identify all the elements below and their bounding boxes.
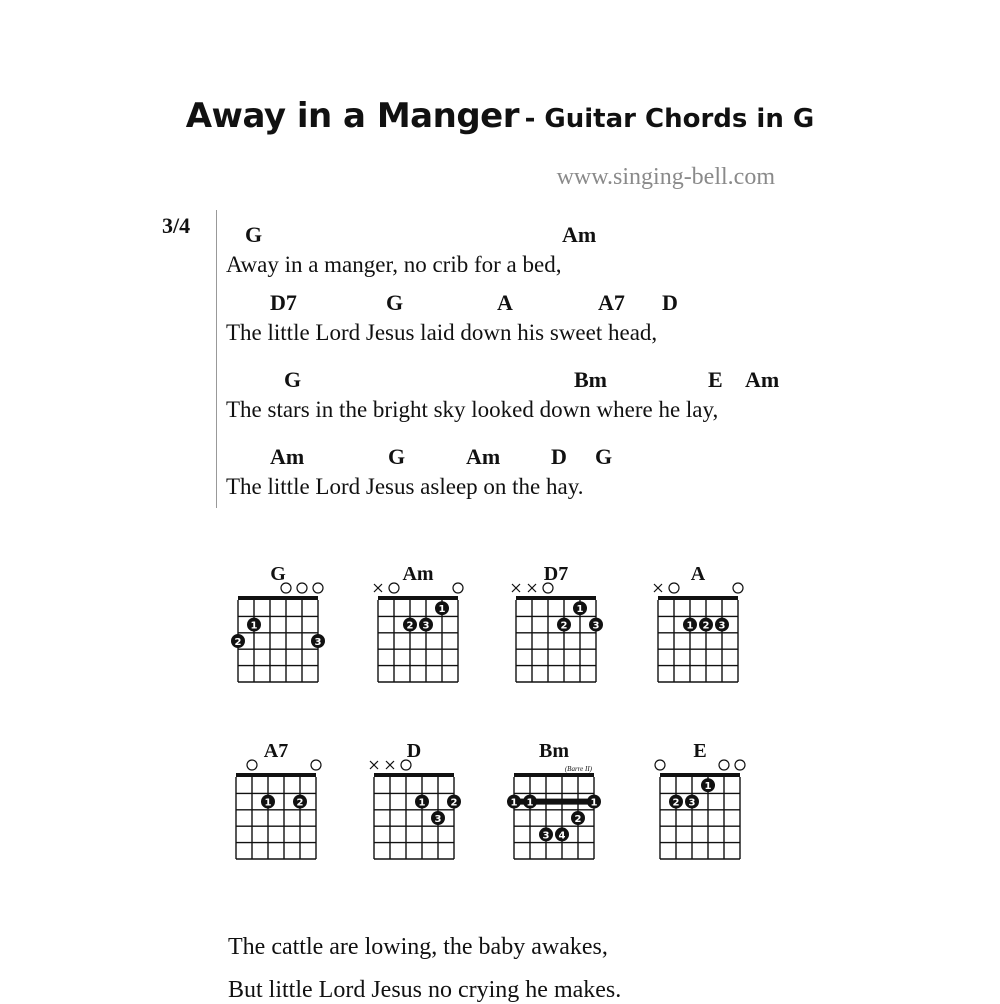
open-string-marker — [297, 583, 307, 593]
finger-number: 2 — [672, 797, 680, 809]
chord-label: G — [388, 444, 406, 469]
fretboard-nut — [658, 596, 738, 600]
finger-number: 1 — [418, 797, 426, 809]
chord-diagram-name: A7 — [263, 740, 289, 762]
finger-number: 3 — [688, 797, 696, 809]
fretboard-nut — [236, 773, 316, 777]
finger-number: 1 — [250, 620, 258, 632]
lyric-line: The cattle are lowing, the baby awakes, — [228, 934, 608, 960]
chord-label: Am — [745, 367, 780, 392]
chord-label: A7 — [598, 290, 625, 315]
finger-number: 2 — [702, 620, 710, 632]
lyric-line: The little Lord Jesus asleep on the hay. — [226, 474, 584, 499]
chord-label: Bm — [574, 367, 607, 392]
finger-number: 4 — [558, 830, 566, 842]
fretboard-nut — [516, 596, 596, 600]
fretboard-nut — [378, 596, 458, 600]
finger-number: 3 — [434, 814, 442, 825]
finger-number: 1 — [590, 797, 598, 809]
finger-number: 3 — [314, 637, 322, 648]
finger-number: 2 — [450, 797, 458, 809]
fretboard-nut — [238, 596, 318, 600]
chord-diagram-name: D — [406, 740, 422, 762]
finger-number: 1 — [576, 604, 584, 616]
finger-number: 1 — [510, 797, 518, 809]
lyric-line: The stars in the bright sky looked down where he lay, — [226, 397, 719, 422]
chord-label: D — [551, 444, 567, 469]
chord-label: E — [708, 367, 723, 392]
finger-number: 3 — [542, 830, 550, 842]
finger-number: 2 — [296, 797, 304, 809]
chord-label: G — [245, 222, 263, 247]
chord-label: D — [662, 290, 678, 315]
open-string-marker — [313, 583, 323, 593]
open-string-marker — [735, 760, 745, 770]
open-string-marker — [389, 583, 399, 593]
lyric-line: Away in a manger, no crib for a bed, — [226, 252, 562, 277]
time-signature: 3/4 — [162, 213, 191, 238]
lyric-line: But little Lord Jesus no crying he makes. — [228, 977, 622, 1003]
finger-number: 2 — [406, 620, 414, 632]
title-main: Away in a Manger — [185, 96, 519, 136]
chord-label: D7 — [270, 290, 297, 315]
finger-number: 3 — [422, 620, 430, 632]
open-string-marker — [311, 760, 321, 770]
open-string-marker — [247, 760, 257, 770]
lyric-line: The little Lord Jesus laid down his sweet head, — [226, 320, 658, 345]
chord-diagram-name: Am — [402, 563, 434, 585]
chord-label: A — [497, 290, 513, 315]
open-string-marker — [669, 583, 679, 593]
open-string-marker — [733, 583, 743, 593]
chord-diagram-name: G — [270, 563, 286, 585]
chord-diagram-note: (Barre II) — [564, 765, 592, 773]
chord-diagram-name: Bm — [539, 740, 569, 762]
chord-label: G — [386, 290, 404, 315]
chord-label: G — [284, 367, 302, 392]
finger-number: 2 — [234, 637, 242, 648]
chord-diagram-name: D7 — [543, 563, 569, 585]
chord-label: Am — [466, 444, 501, 469]
fretboard-nut — [514, 773, 594, 777]
open-string-marker — [453, 583, 463, 593]
finger-number: 3 — [718, 620, 726, 632]
finger-number: 2 — [560, 620, 568, 632]
finger-number: 2 — [574, 814, 582, 825]
open-string-marker — [655, 760, 665, 770]
chord-label: G — [595, 444, 613, 469]
title-sub: - Guitar Chords in G — [524, 104, 815, 134]
chord-label: Am — [562, 222, 597, 247]
website-url: www.singing-bell.com — [556, 164, 775, 190]
open-string-marker — [281, 583, 291, 593]
chord-label: Am — [270, 444, 305, 469]
finger-number: 1 — [526, 797, 534, 809]
finger-number: 1 — [438, 604, 446, 616]
finger-number: 1 — [686, 620, 694, 632]
chord-diagram-name: E — [693, 740, 707, 762]
finger-number: 1 — [704, 781, 712, 793]
chord-diagram-name: A — [690, 563, 706, 585]
open-string-marker — [719, 760, 729, 770]
fretboard-nut — [374, 773, 454, 777]
finger-number: 3 — [592, 620, 600, 632]
fretboard-nut — [660, 773, 740, 777]
finger-number: 1 — [264, 797, 272, 809]
